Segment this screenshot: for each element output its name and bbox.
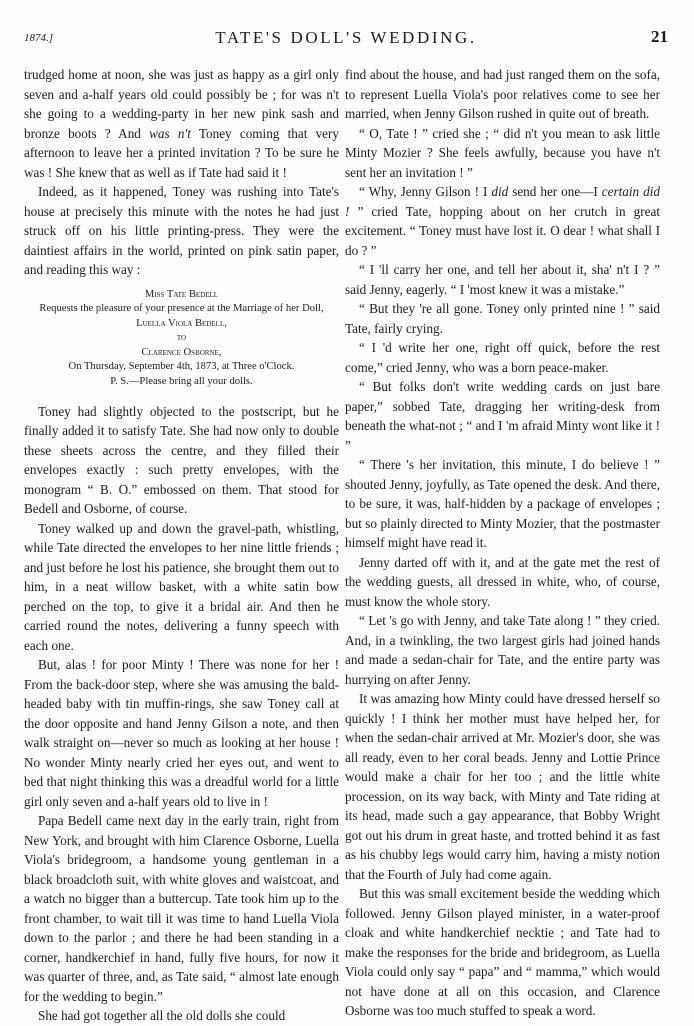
running-header — [24, 26, 668, 50]
right-column — [345, 65, 660, 1021]
paragraph: She had got together all the old dolls she could — [38, 1008, 286, 1024]
paragraph: “ But folks don't write wedding cards on just bare paper,” sobbed Tate, dragging her writing-desk from beneath the what-not ; “ and I 'm afraid Minty wont like it ! ” — [345, 379, 660, 453]
paragraph: But, alas ! for poor Minty ! There was none for her ! From the back-door step, where she was amusing the bald-headed baby with tin muffin-rings, she saw Toney call at the door opposite and hand Jenny Gilson a note, and then walk straight on—never so much as looking at her house ! No wonder Minty nearly cried her eyes out, and went to bed that night thinking this was a dreadful world for a little girl only seven and a-half years old to live in ! — [24, 657, 339, 809]
paragraph: Papa Bedell came next day in the early train, right from New York, and brought with him Clarence Osborne, Luella Viola's bridegroom, a handsome young gentleman in a black broadcloth suit, with white gloves and waistcoat, and a watch no bigger than a buttercup. Tate took him up to the front chamber, to wait till it was time to hand Luella Viola down to the parlor ; and there he had been standing in a corner, handkerchief in hand, fully five hours, for now it was quarter of three, and, as Tate said, “ almost late enough for the wedding to begin.” — [24, 813, 339, 1004]
paragraph: trudged home at noon, she was just as happy as a girl only seven and a-half years old could possibly be ; for was n't she going to a wedding-party in her new pink sash and bronze boots ? And was n't Toney coming that very afternoon to leave her a printed invitation ? To be sure he was ! She knew that as well as if Tate had said it ! — [24, 67, 339, 180]
left-column — [24, 65, 339, 1026]
invitation-block — [24, 288, 339, 390]
paragraph: “ But they 're all gone. Toney only printed nine ! ” said Tate, fairly crying. — [345, 301, 660, 336]
invitation-groom: Clarence Osborne, — [141, 346, 222, 358]
invitation-request: Requests the pleasure of your presence at the Marriage of her Doll, — [39, 303, 324, 315]
paragraph: “ Why, Jenny Gilson ! I did send her one—I certain did ! ” cried Tate, hopping about on her crutch in great excitement. “ Toney must have lost it. O dear ! what shall I do ? ” — [345, 184, 660, 258]
paragraph: “ O, Tate ! ” cried she ; “ did n't you mean to ask little Minty Mozier ? She feels awfully, because you have n't sent her an invitation ! ” — [345, 125, 660, 180]
header-title: TATE'S DOLL'S WEDDING. — [215, 28, 477, 47]
invitation-postscript: P. S.—Please bring all your dolls. — [110, 376, 253, 388]
paragraph: “ Let 's go with Jenny, and take Tate along ! ” they cried. And, in a twinkling, the two largest girls had joined hands and made a sedan-chair for Tate, and the entire party was hurrying on after Jenny. — [345, 613, 660, 687]
paragraph: “ I 'd write her one, right off quick, before the rest come,” cried Jenny, who was a born peace-maker. — [345, 340, 660, 375]
paragraph: Toney had slightly objected to the postscript, but he finally added it to satisfy Tate. She had now only to double these sheets across the centre, and they filled their envelopes exactly : such pretty envelopes, with the monogram “ B. O.” embossed on them. That stood for Bedell and Osborne, of course. — [24, 403, 339, 517]
paragraph: Toney walked up and down the gravel-path, whistling, while Tate directed the envelopes to her nine little friends ; and just before he lost his patience, she brought them out to him, in a neat willow basket, with a white satin bow perched on the top, to give it a bridal air. And then he carried round the notes, delivering a funny speech with each one. — [24, 520, 339, 653]
paragraph: Jenny darted off with it, and at the gate met the rest of the wedding guests, all dressed in white, who, of course, must know the whole story. — [345, 554, 660, 609]
invitation-host: Miss Tate Bedell — [144, 288, 219, 300]
invitation-to: to — [176, 332, 187, 344]
paragraph: But this was small excitement beside the wedding which followed. Jenny Gilson played minister, in a water-proof cloak and white handkerchief necktie ; and Tate had to make the responses for the bride and bridegroom, as Luella Viola could only say “ papa” and “ mamma,” which would not have done at all on this occasion, and Clarence Osborne was too much stuffed to speak a word. — [345, 886, 660, 1018]
invitation-bride: Luella Viola Bedell, — [136, 317, 227, 329]
paragraph: find about the house, and had just ranged them on the sofa, to represent Luella Viola's poor relatives come to see her married, when Jenny Gilson rushed in quite out of breath. — [345, 67, 660, 121]
paragraph: It was amazing how Minty could have dressed herself so quickly ! I think her mother must have helped her, for when the sedan-chair arrived at Mr. Mozier's door, she was all ready, even to her coral beads. Jenny and Lottie Prince would make a chair for her too ; and the little white procession, on its way back, with Minty and Tate riding at its head, made such a gay appearance, that Bobby Wright got out his drum in great haste, and trotted behind it as fast as his chubby legs would carry him, having a misty notion that the Fourth of July had come again. — [345, 691, 660, 882]
invitation-date: On Thursday, September 4th, 1873, at Three o'Clock. — [68, 361, 295, 373]
page-number: 21 — [651, 27, 668, 46]
paragraph: “ I 'll carry her one, and tell her about it, sha' n't I ? ” said Jenny, eagerly. “ I 'most knew it was a mistake.” — [345, 262, 660, 297]
paragraph: “ There 's her invitation, this minute, I do believe ! ” shouted Jenny, joyfully, as Tate opened the desk. And there, to be sure, it was, half-hidden by a package of envelopes ; but so plainly directed to Minty Mozier, that the postmaster himself might have read it. — [345, 457, 660, 550]
paragraph: Indeed, as it happened, Toney was rushing into Tate's house at precisely this minute with the notes he had just struck off on his little printing-press. They were the daintiest affairs in the world, printed on pink satin paper, and reading this way : — [24, 184, 339, 277]
header-year: 1874.] — [24, 32, 54, 44]
